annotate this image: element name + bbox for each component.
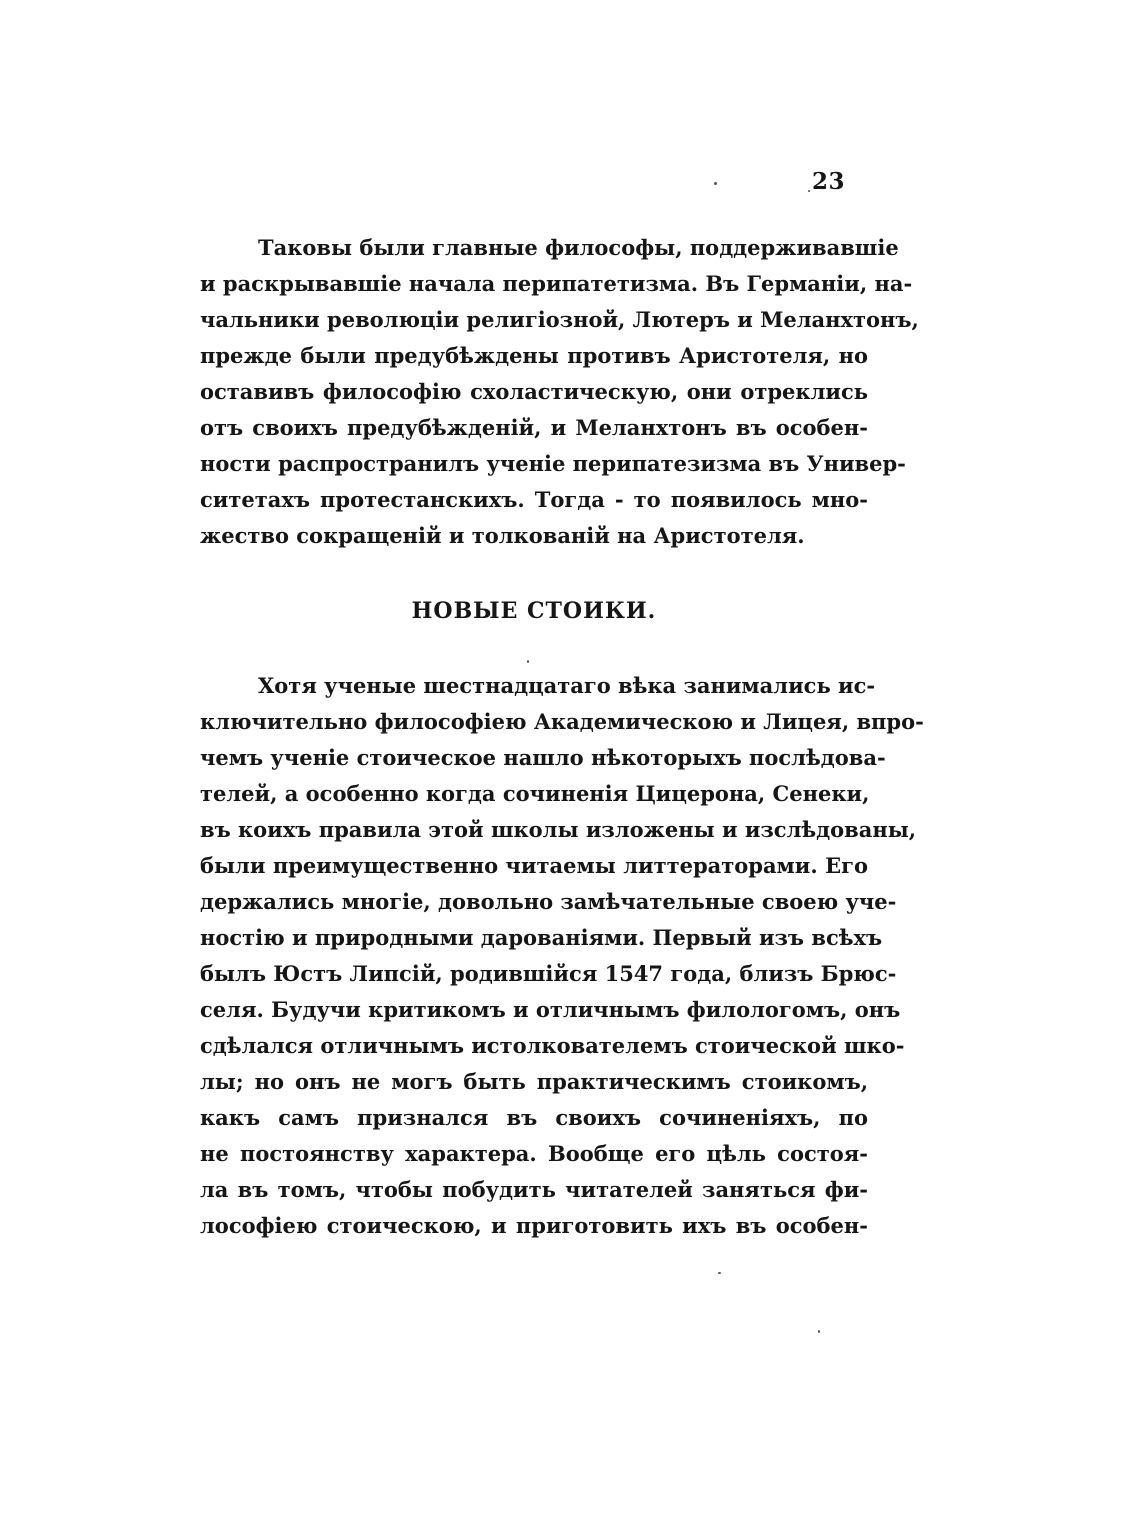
text-line: селя. Будучи критикомъ и отличнымъ филологомъ, онъ	[200, 997, 901, 1022]
section-heading: НОВЫЕ СТОИКИ.	[411, 598, 657, 624]
text-line: ключительно философіею Академическою и Лицея, впро-	[200, 709, 924, 734]
text-line: въ коихъ правила этой школы изложены и изслѣдованы,	[200, 817, 917, 842]
text-line: сдѣлался отличнымъ истолкователемъ стоической шко-	[200, 1033, 905, 1058]
text-line: ситетахъ протестанскихъ. Тогда - то появилось мно-	[200, 487, 868, 512]
text-line: телей, а особенно когда сочиненія Цицерона, Сенеки,	[200, 781, 870, 806]
text-line: лы; но онъ не могъ быть практическимъ стоикомъ,	[200, 1069, 868, 1094]
page-speck	[818, 1330, 820, 1333]
paragraph-peripatetics	[200, 230, 919, 554]
text-line: отъ своихъ предубѣжденій, и Меланхтонъ въ особен-	[200, 415, 868, 440]
page-speck	[714, 182, 717, 185]
text-line: ности распространилъ ученіе перипатезизма въ Универ-	[200, 451, 906, 476]
text-line: былъ Юстъ Липсій, родившійся 1547 года, близъ Брюс-	[200, 961, 897, 986]
text-line: чемъ ученіе стоическое нашло нѣкоторыхъ послѣдова-	[200, 745, 886, 770]
text-line: были преимущественно читаемы литтераторами. Его	[200, 853, 868, 878]
text-line: ла въ томъ, чтобы побудить читателей заняться фи-	[200, 1177, 868, 1202]
text-line: лософіею стоическою, и приготовить ихъ въ особен-	[200, 1213, 868, 1238]
text-line: прежде были предубѣждены противъ Аристотеля, но	[200, 343, 868, 368]
text-line: Таковы были главные философы, поддерживавшіе	[258, 235, 899, 260]
text-line: оставивъ философію схоластическую, они отреклись	[200, 379, 868, 404]
text-line: ностію и природными дарованіями. Первый изъ всѣхъ	[200, 925, 883, 950]
text-line: держались многіе, довольно замѣчательные своею уче-	[200, 889, 897, 914]
page-speck	[808, 190, 810, 192]
text-line: Хотя ученые шестнадцатаго вѣка занимались ис-	[258, 673, 876, 698]
text-line: не постоянству характера. Вообще его цѣль состоя-	[200, 1141, 868, 1166]
text-line: жество сокращеній и толкованій на Аристотеля.	[200, 523, 805, 548]
text-line: чальники революціи религіозной, Лютеръ и Меланхтонъ,	[200, 307, 919, 332]
page-speck	[718, 1272, 721, 1274]
text-line: и раскрывавшіе начала перипатетизма. Въ Германіи, на-	[200, 271, 913, 296]
paragraph-new-stoics	[200, 668, 924, 1244]
page-speck	[527, 660, 529, 663]
page-number: 23	[812, 168, 846, 195]
text-line: какъ самъ признался въ своихъ сочиненіяхъ, по	[200, 1105, 868, 1130]
